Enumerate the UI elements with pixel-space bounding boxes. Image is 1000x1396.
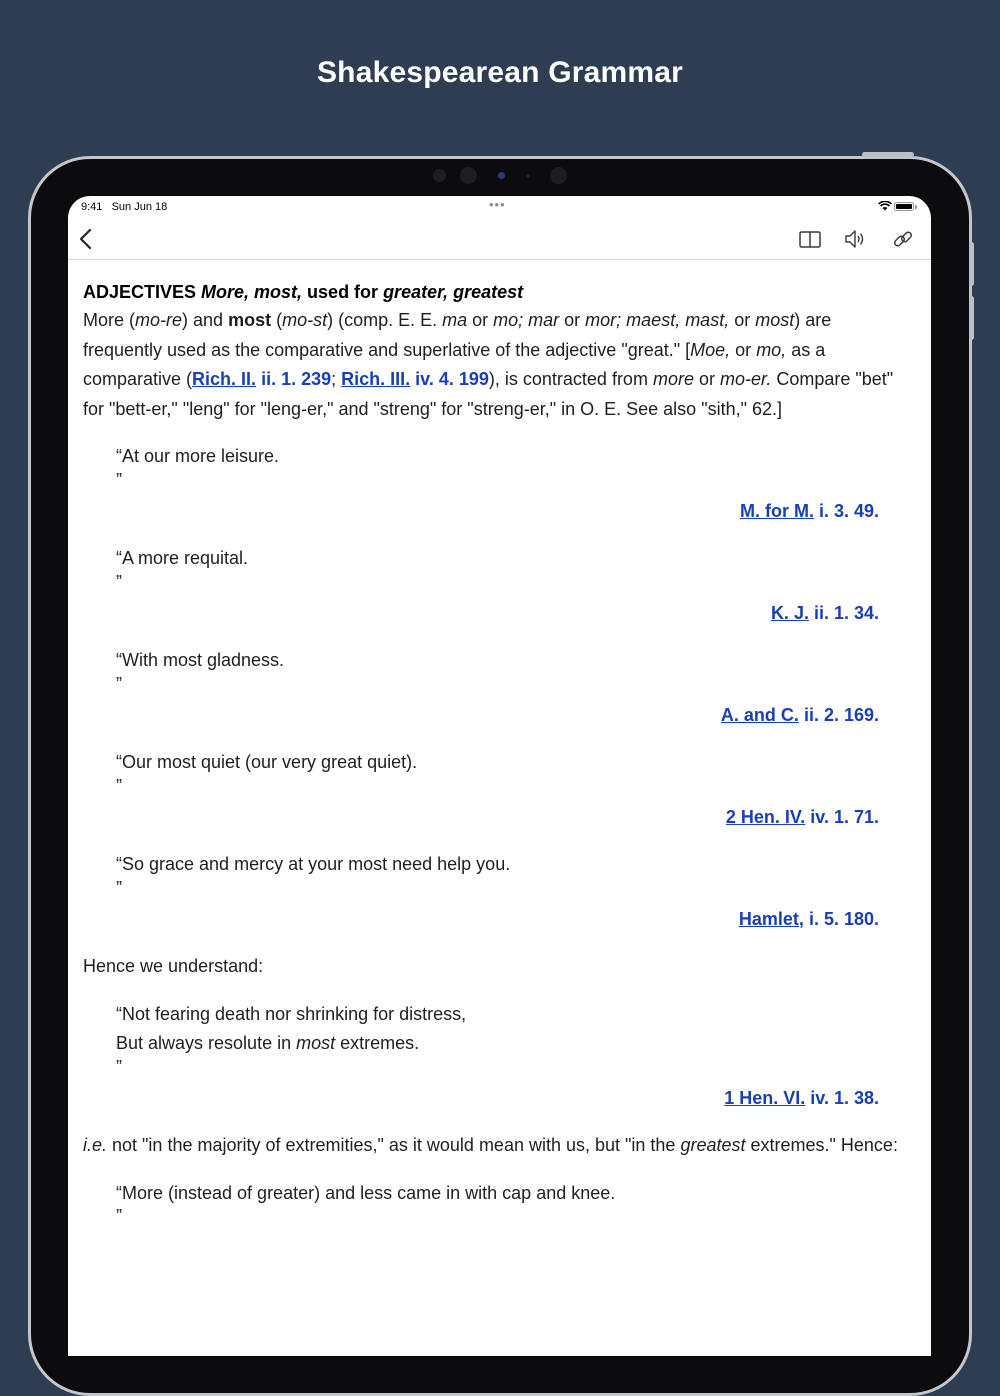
entry-title: ADJECTIVES More, most, used for greater, greatest bbox=[83, 282, 524, 302]
citation-link[interactable]: K. J. bbox=[770, 602, 809, 623]
quote-line: But always resolute in most extremes. bbox=[116, 1033, 420, 1053]
screenshot-headline: Shakespearean Grammar bbox=[316, 56, 684, 89]
citation-link[interactable]: 2 Hen. IV. bbox=[725, 806, 806, 827]
chevron-left-icon[interactable] bbox=[72, 225, 100, 253]
citation-link[interactable]: Rich. II. bbox=[192, 369, 257, 389]
citation-link[interactable]: A. and C. bbox=[720, 704, 799, 725]
citation: M. for M. i. 3. 49. bbox=[739, 500, 879, 521]
citation: K. J. ii. 1. 34. bbox=[770, 602, 879, 623]
hence-paragraph: Hence we understand: bbox=[83, 956, 264, 976]
quote-close: ” bbox=[116, 1206, 122, 1226]
book-icon[interactable] bbox=[796, 225, 824, 253]
quote-block bbox=[83, 1179, 913, 1228]
status-time: 9:41 Sun Jun 18 bbox=[81, 201, 168, 213]
quote-block bbox=[83, 748, 913, 797]
quote-block bbox=[83, 850, 913, 899]
quote-line: “Not fearing death nor shrinking for distress, bbox=[116, 1003, 467, 1024]
volume-up-button bbox=[969, 242, 974, 286]
navigation-bar bbox=[68, 218, 931, 260]
camera-lens bbox=[460, 167, 477, 184]
camera-flash bbox=[498, 172, 505, 179]
quote-close: ” bbox=[116, 775, 122, 796]
status-bar bbox=[68, 196, 931, 218]
quote-close: ” bbox=[116, 571, 122, 592]
citation-link[interactable]: Hamlet, bbox=[738, 908, 804, 929]
quote-block bbox=[83, 646, 913, 695]
volume-down-button bbox=[969, 296, 974, 340]
citation: 1 Hen. VI. iv. 1. 38. bbox=[724, 1087, 879, 1108]
citation-link[interactable]: M. for M. bbox=[739, 500, 814, 521]
quote-close: ” bbox=[116, 1056, 122, 1077]
camera-sensor bbox=[433, 169, 446, 182]
multitasking-dots[interactable]: ••• bbox=[489, 197, 506, 212]
quote-close: ” bbox=[116, 469, 122, 490]
citation: 2 Hen. IV. iv. 1. 71. bbox=[725, 806, 879, 827]
quote-close: ” bbox=[116, 673, 122, 694]
battery-icon bbox=[894, 202, 914, 211]
citation: A. and C. ii. 2. 169. bbox=[720, 704, 879, 725]
quote-text: “More (instead of greater) and less came in with cap and knee. bbox=[116, 1182, 616, 1203]
camera-sensor-2 bbox=[550, 167, 567, 184]
quote-text: “Our most quiet (our very great quiet). bbox=[116, 752, 418, 772]
link-icon[interactable] bbox=[889, 225, 917, 253]
quote-text: “At our more leisure. bbox=[116, 446, 280, 466]
quote-close: ” bbox=[116, 877, 122, 898]
wifi-icon bbox=[878, 201, 892, 214]
quote-block bbox=[83, 544, 913, 593]
quote-text: “So grace and mercy at your most need help you. bbox=[116, 854, 511, 874]
quote-block bbox=[83, 1000, 913, 1078]
citation-link[interactable]: Rich. III. bbox=[341, 369, 411, 389]
quote-text: “A more requital. bbox=[116, 548, 249, 568]
battery-tip bbox=[915, 205, 917, 209]
citation-link[interactable]: 1 Hen. VI. bbox=[724, 1087, 806, 1108]
quote-text: “With most gladness. bbox=[116, 650, 285, 670]
top-button bbox=[862, 152, 914, 157]
camera-dot bbox=[526, 174, 530, 178]
ie-paragraph: i.e. not "in the majority of extremities," as it would mean with us, but "in the greatest extremes." Hence: bbox=[83, 1135, 898, 1155]
quote-block bbox=[83, 442, 913, 491]
citation: Hamlet, i. 5. 180. bbox=[738, 908, 879, 929]
speaker-icon[interactable] bbox=[841, 225, 869, 253]
app-screen bbox=[68, 196, 931, 1356]
entry-paragraph: More (mo-re) and most (mo-st) (comp. E. E. ma or mo; mar or mor; maest, mast, or most) are frequently used as the comparative and superlative of the adjective "great." [Moe, or mo, as a comparative (Rich. II. ii. 1. 239; Rich. III. iv. 4. 199), is contracted from more or mo-er. Compare "bet" for "bett-er," "leng" for "leng-er," and "streng" for "streng-er," in O. E. See also "sith," 62.] bbox=[83, 310, 894, 419]
entry-content bbox=[83, 259, 913, 1227]
